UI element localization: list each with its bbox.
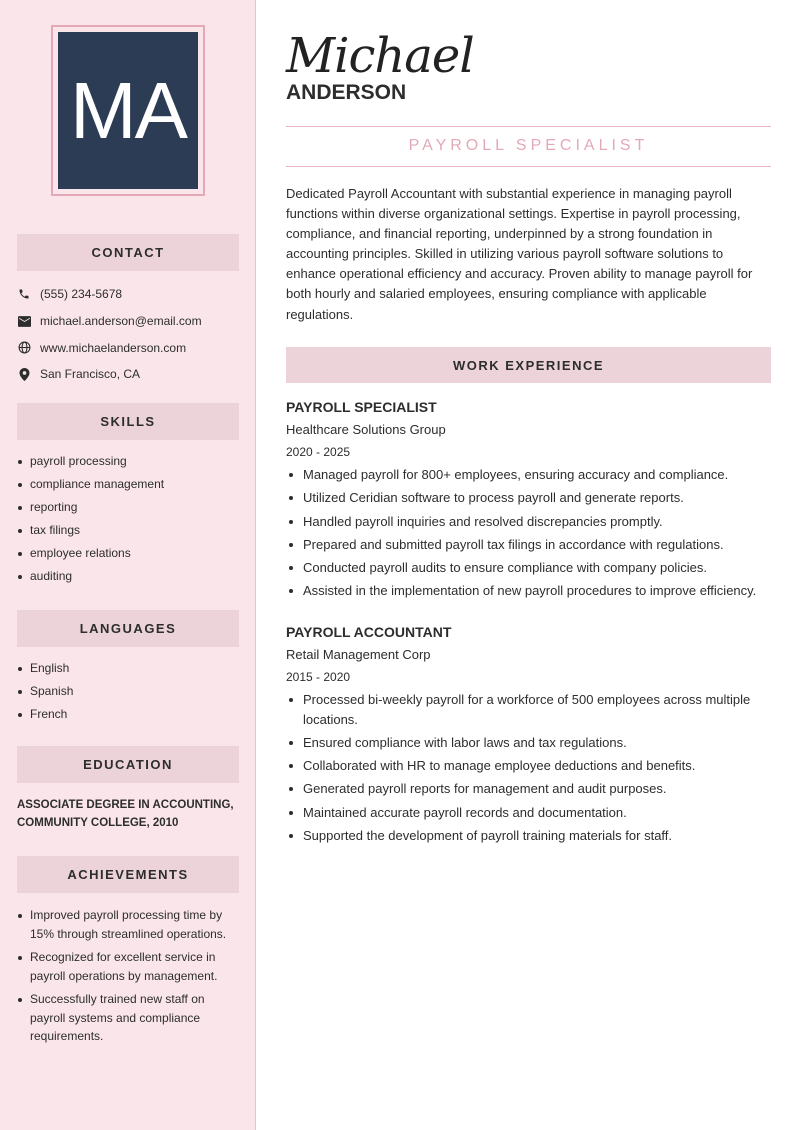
title-divider-bottom: [286, 166, 771, 167]
sidebar: [0, 0, 256, 1130]
languages-section: [17, 610, 239, 728]
monogram-frame: [51, 25, 205, 196]
list-item: tax filings: [17, 521, 239, 540]
list-item: Improved payroll processing time by 15% through streamlined operations.: [17, 906, 239, 943]
list-item: auditing: [17, 567, 239, 586]
phone-icon: [17, 287, 31, 301]
globe-icon: [17, 341, 31, 355]
list-item: Generated payroll reports for management and audit purposes.: [286, 779, 771, 799]
list-item: Assisted in the implementation of new payroll procedures to improve efficiency.: [286, 581, 771, 601]
contact-website-text: www.michaelanderson.com: [40, 340, 187, 355]
education-section: [17, 746, 239, 832]
education-entry: ASSOCIATE DEGREE IN ACCOUNTING, COMMUNITY COLLEGE, 2010: [17, 799, 234, 829]
contact-website[interactable]: [17, 334, 239, 361]
contact-email[interactable]: [17, 308, 239, 335]
achievements-section: [17, 856, 239, 1046]
work-experience-heading: WORK EXPERIENCE: [286, 347, 771, 383]
education-heading: EDUCATION: [17, 746, 239, 783]
contact-phone-text: (555) 234-5678: [40, 287, 123, 302]
contact-section: [17, 234, 239, 388]
list-item: Spanish: [17, 682, 239, 701]
skills-heading: SKILLS: [17, 403, 239, 440]
list-item: French: [17, 705, 239, 724]
list-item: Collaborated with HR to manage employee deductions and benefits.: [286, 756, 771, 776]
list-item: Handled payroll inquiries and resolved discrepancies promptly.: [286, 512, 771, 532]
contact-heading: CONTACT: [17, 234, 239, 271]
list-item: reporting: [17, 498, 239, 517]
list-item: Prepared and submitted payroll tax filings in accordance with regulations.: [286, 535, 771, 555]
languages-list: [17, 659, 239, 724]
achievements-list: [17, 906, 239, 1046]
achievements-heading: ACHIEVEMENTS: [17, 856, 239, 893]
job-dates: 2015 - 2020: [286, 670, 351, 684]
job-role: PAYROLL ACCOUNTANT: [286, 624, 452, 640]
list-item: Maintained accurate payroll records and documentation.: [286, 803, 771, 823]
contact-location-text: San Francisco, CA: [40, 367, 141, 382]
list-item: Successfully trained new staff on payroll systems and compliance requirements.: [17, 990, 239, 1046]
job-company: Retail Management Corp: [286, 647, 431, 662]
job-entry: [286, 621, 771, 849]
list-item: Utilized Ceridian software to process payroll and generate reports.: [286, 488, 771, 508]
last-name: ANDERSON: [286, 81, 407, 104]
profile-summary: Dedicated Payroll Accountant with substantial experience in managing payroll functions within diverse organizational settings. Expertise in payroll processing, compliance, and financial reporting, underpinned by a strong foundation in accounting principles. Skilled in utilizing various payroll software solutions to enhance operational efficiency and accuracy. Proven ability to manage payroll for both hourly and salaried employees, ensuring compliance with applicable regulations.: [286, 186, 753, 322]
first-name: Michael: [286, 28, 474, 84]
list-item: compliance management: [17, 475, 239, 494]
contact-list: [17, 281, 239, 388]
list-item: Managed payroll for 800+ employees, ensuring accuracy and compliance.: [286, 465, 771, 485]
title-divider-top: [286, 126, 771, 127]
contact-location: [17, 361, 239, 388]
list-item: payroll processing: [17, 452, 239, 471]
monogram: MA: [58, 32, 198, 189]
job-bullets: [286, 465, 771, 601]
list-item: Processed bi-weekly payroll for a workforce of 500 employees across multiple locations.: [286, 690, 771, 729]
list-item: Recognized for excellent service in payroll operations by management.: [17, 948, 239, 985]
skills-section: [17, 403, 239, 590]
job-entry: [286, 396, 771, 605]
list-item: Supported the development of payroll training materials for staff.: [286, 826, 771, 846]
contact-phone[interactable]: [17, 281, 239, 308]
contact-email-text: michael.anderson@email.com: [40, 314, 202, 329]
job-company: Healthcare Solutions Group: [286, 422, 446, 437]
languages-heading: LANGUAGES: [17, 610, 239, 647]
list-item: English: [17, 659, 239, 678]
job-bullets: [286, 690, 771, 845]
job-dates: 2020 - 2025: [286, 445, 351, 459]
location-pin-icon: [17, 367, 31, 381]
list-item: Ensured compliance with labor laws and tax regulations.: [286, 733, 771, 753]
job-title: PAYROLL SPECIALIST: [408, 137, 649, 154]
list-item: Conducted payroll audits to ensure compliance with company policies.: [286, 558, 771, 578]
list-item: employee relations: [17, 544, 239, 563]
skills-list: [17, 452, 239, 586]
email-icon: [17, 314, 31, 328]
job-role: PAYROLL SPECIALIST: [286, 399, 437, 415]
